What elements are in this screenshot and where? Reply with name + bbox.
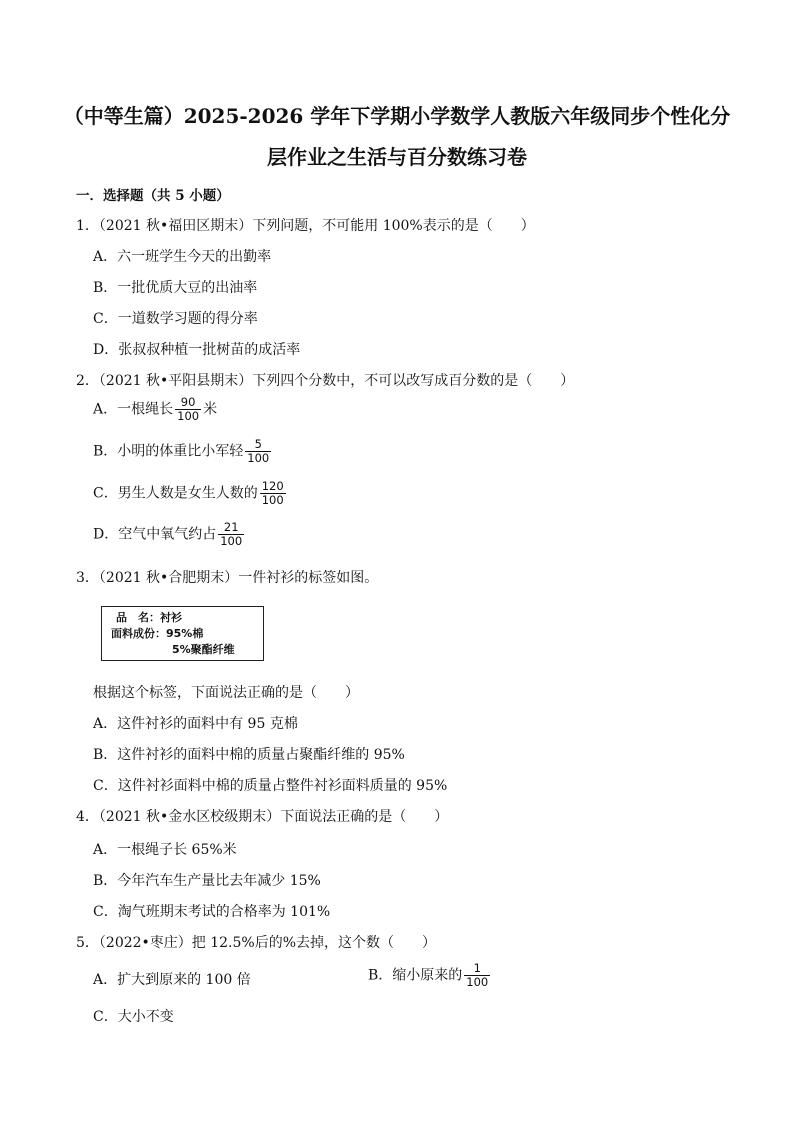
page-title-line-1: （中等生篇）2025-2026 学年下学期小学数学人教版六年级同步个性化分 [63,104,731,128]
question-4-option-a: A．一根绳子长 65%米 [93,842,237,858]
option-text: B．小明的体重比小军轻 [93,443,244,460]
question-5-stem: 5．（2022•枣庄）把 12.5%后的%去掉，这个数（ ） [76,935,437,951]
fraction-denominator: 100 [220,534,243,548]
fraction [175,396,201,423]
fraction-numerator: 1 [473,961,481,975]
fraction-denominator: 100 [177,409,200,423]
question-3-stem: 3．（2021 秋•合肥期末）一件衬衫的标签如图。 [76,570,379,586]
label-material-cotton: 面料成份：95%棉 [111,627,204,640]
question-2-option-c [93,480,288,507]
fraction-denominator: 100 [247,451,270,465]
question-4-stem: 4．（2021 秋•金水区校级期末）下面说法正确的是（ ） [76,809,449,825]
fraction [464,962,490,989]
question-3-option-a: A．这件衬衫的面料中有 95 克棉 [93,716,298,732]
shirt-label-image [101,606,264,661]
question-4-option-b: B．今年汽车生产量比去年减少 15% [93,873,321,889]
question-5-option-c: C．大小不变 [93,1009,174,1025]
fraction-numerator: 90 [180,395,196,409]
question-4-option-c: C．淘气班期末考试的合格率为 101% [93,904,331,920]
fraction-numerator: 5 [254,437,262,451]
fraction-numerator: 21 [223,520,239,534]
question-2-stem: 2．（2021 秋•平阳县期末）下列四个分数中，不可以改写成百分数的是（ ） [76,373,575,389]
question-1-option-b: B．一批优质大豆的出油率 [93,280,258,296]
question-2-option-a [93,396,217,423]
fraction [260,480,286,507]
label-material-polyester: 5%聚酯纤维 [172,643,235,656]
fraction-denominator: 100 [261,493,284,507]
option-text: A．一根绳长 [93,401,174,418]
option-unit: 米 [203,401,218,418]
fraction-denominator: 100 [466,975,489,989]
question-2-option-b [93,438,273,465]
question-1-stem: 1．（2021 秋•福田区期末）下列问题，不可能用 100%表示的是（ ） [76,218,535,234]
option-text: D．空气中氧气约占 [93,526,217,543]
question-3-option-c: C．这件衬衫面料中棉的质量占整件衬衫面料质量的 95% [93,778,448,794]
page-title-line-2: 层作业之生活与百分数练习卷 [267,145,527,169]
question-5-option-a: A．扩大到原来的 100 倍 [93,972,251,988]
question-1-option-a: A．六一班学生今天的出勤率 [93,249,272,265]
question-3-follow-up: 根据这个标签，下面说法正确的是（ ） [93,685,359,701]
fraction [245,438,271,465]
option-text: C．男生人数是女生人数的 [93,485,258,502]
section-heading: 一．选择题（共 5 小题） [76,188,230,204]
label-product-name: 品 名：衬衫 [116,611,182,624]
fraction [218,521,244,548]
question-5-option-b [368,962,492,989]
question-1-option-d: D．张叔叔种植一批树苗的成活率 [93,342,301,358]
question-3-option-b: B．这件衬衫的面料中棉的质量占聚酯纤维的 95% [93,747,405,763]
question-1-option-c: C．一道数学习题的得分率 [93,311,258,327]
question-2-option-d [93,521,246,548]
option-text: B．缩小原来的 [368,967,463,984]
fraction-numerator: 120 [261,479,284,493]
